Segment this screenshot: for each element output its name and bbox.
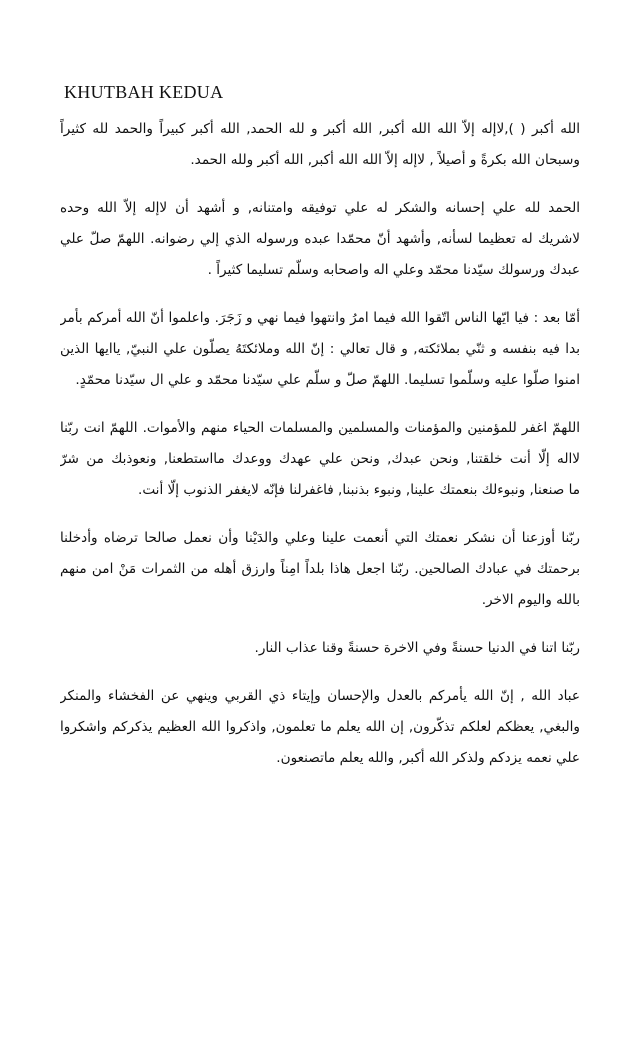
- paragraph: [60, 193, 580, 286]
- khutbah-text: [60, 114, 580, 791]
- text-line: ربّنا أوزعنا أن نشكر نعمتك التي أنعمت علينا وعلي والدَيْنا وأن نعمل صالحا ترضاه وأدخلنا: [60, 530, 580, 546]
- text-line: ربّنا اتنا في الدنيا حسنةً وفي الاخرة حسنةً وقنا عذاب النار.: [254, 640, 580, 656]
- text-line: والبغي, يعظكم لعلكم تذكّرون, إن الله يعلم ما تعلمون, واذكروا الله العظيم يذكركم واشكروا: [60, 719, 580, 735]
- text-line: برحمتك في عبادك الصالحين. ربّنا اجعل هاذا بلداً امِناً وارزق أهله من الثمرات مَنْ امن منهم: [60, 561, 580, 577]
- paragraph: [60, 523, 580, 616]
- text-line: أمّا بعد : فيا ايّها الناس اتّقوا الله فيما امرُ وانتهوا فيما نهي و زَجَرَ. واعلموا أنّ الله أمركم بأمر: [60, 310, 580, 326]
- text-line: لااله إلّا أنت خلقتنا, ونحن عبدك, ونحن علي عهدك ووعدك مااستطعنا, ونعوذبك من شرّ: [60, 451, 580, 467]
- text-line: اللهمّ اغفر للمؤمنين والمؤمنات والمسلمين والمسلمات الحياء منهم والأموات. اللهمّ انت ربّنا: [60, 420, 580, 436]
- text-line: الله أكبر ( ),لاإله إلاّ الله الله أكبر, الله أكبر و لله الحمد, الله أكبر كبيراً والحمد لله كثيراً: [60, 121, 580, 137]
- text-line: عبدك ورسولك سيّدنا محمّد وعلي اله واصحابه وسلّم تسليما كثيراً .: [207, 262, 580, 278]
- text-line: بالله واليوم الاخر.: [481, 592, 580, 608]
- text-line: امنوا صلّوا عليه وسلّموا تسليما. اللهمّ صلّ و سلّم علي سيّدنا محمّد و علي ال سيّدنا محمّدٍ.: [75, 372, 580, 388]
- text-line: لاشريك له تعظيما لسأنه, وأشهد أنّ محمّدا عبده ورسوله الذي إلي رضوانه. اللهمّ صلّ علي: [60, 231, 580, 247]
- paragraph: [60, 413, 580, 506]
- text-line: الحمد لله علي إحسانه والشكر له علي توفيقه وامتنانه, و أشهد أن لاإله إلاّ الله وحده: [60, 200, 580, 216]
- text-line: بدا فيه بنفسه و ثنّي بملائكته, و قال تعالي : إنّ الله وملائكتَهُ يصلّون علي النبيّ, ياايها الذين: [60, 341, 580, 357]
- text-line: ما صنعنا, ونبوءلك بنعمتك علينا, ونبوء بذنبنا, فاغفرلنا فإنّه لايغفر الذنوب إلّا أنت.: [138, 482, 580, 498]
- text-line: وسبحان الله بكرةً و أصيلاً , لاإله إلاّ الله الله أكبر, الله أكبر ولله الحمد.: [190, 152, 580, 168]
- paragraph: [60, 681, 580, 774]
- document-title: KHUTBAH KEDUA: [64, 82, 224, 102]
- text-line: علي نعمه يزدكم ولذكر الله أكبر, والله يعلم ماتصنعون.: [276, 750, 580, 766]
- paragraph: [60, 114, 580, 176]
- text-line: عباد الله , إنّ الله يأمركم بالعدل والإحسان وإيتاء ذي القربي وينهي عن الفخشاء والمنكر: [60, 688, 580, 704]
- paragraph: [60, 303, 580, 396]
- paragraph: [60, 633, 580, 664]
